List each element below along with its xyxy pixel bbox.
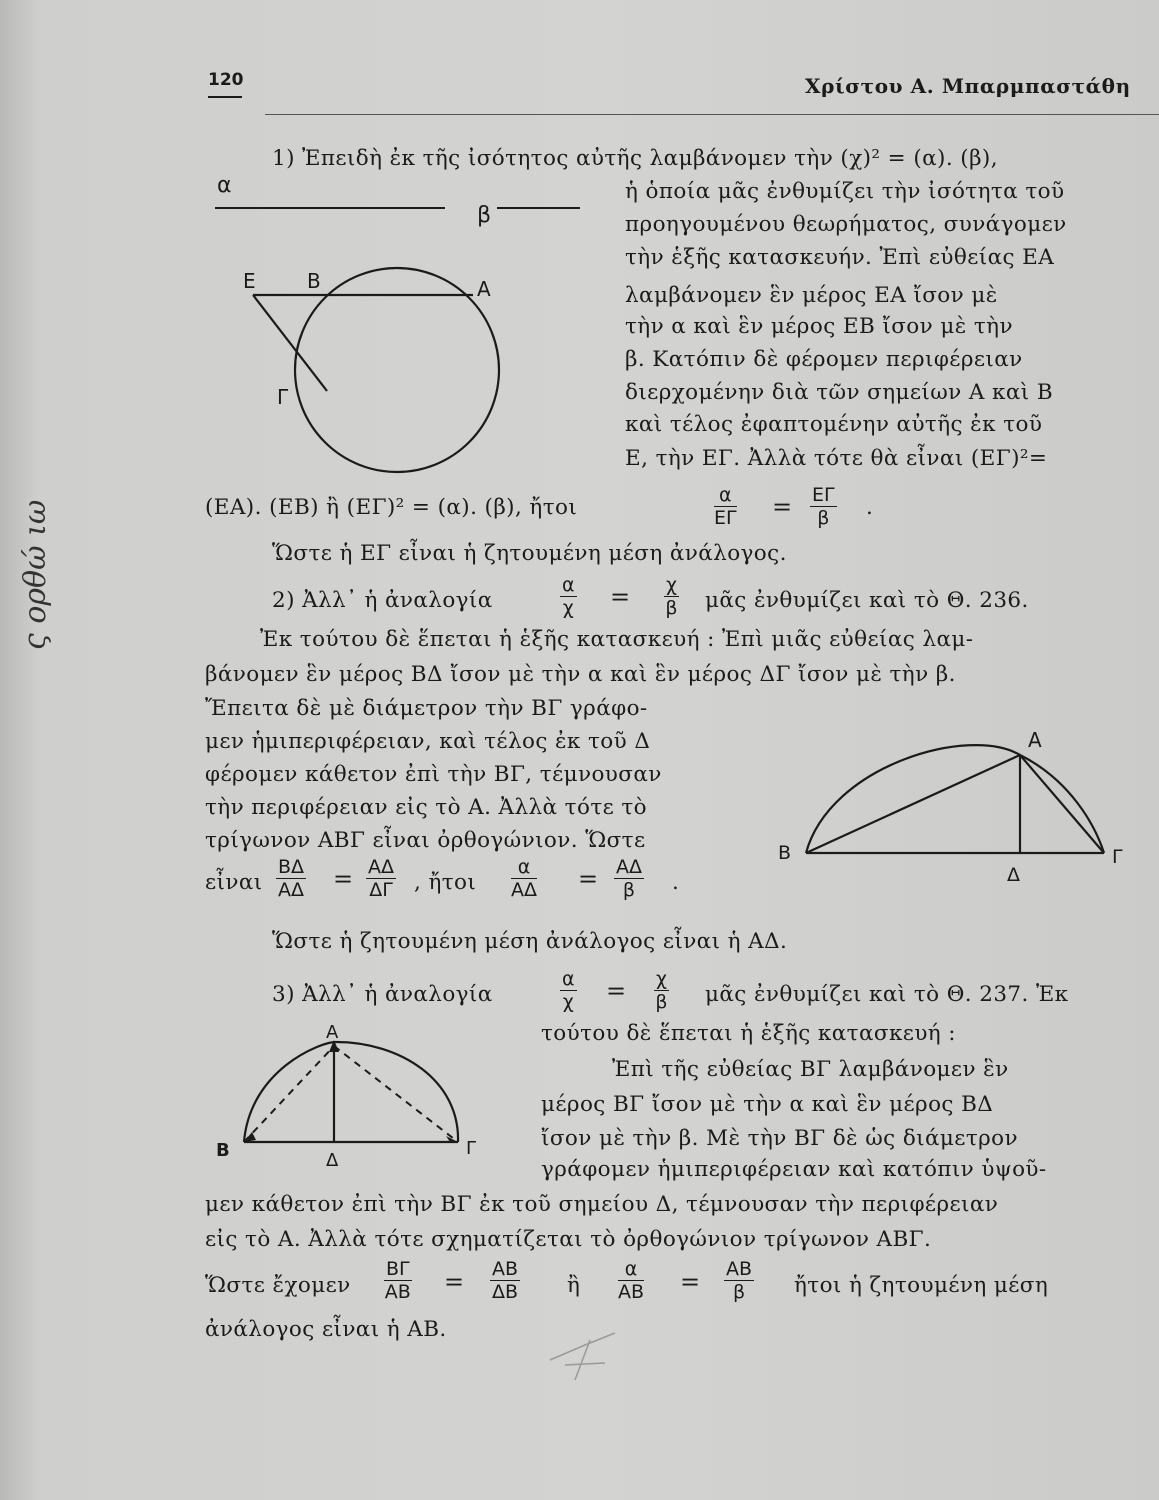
fraction-AB-over-DB: $\frac{AB}{\Delta B}$ — [492, 1258, 519, 1303]
text-line-2: ἡ ὁποία μᾶς ἐνθυμίζει τὴν ἰσότητα τοῦ — [625, 179, 1065, 204]
label-A: Α — [326, 1022, 339, 1043]
text-line-3: προηγουμένου θεωρήματος, συνάγομεν — [625, 212, 1067, 237]
label-B: Β — [778, 842, 792, 864]
text-line-26: μέρος ΒΓ ἴσον μὲ τὴν α καὶ ἓν μέρος ΒΔ — [541, 1092, 994, 1117]
text-line-9: καὶ τέλος ἐφαπτομένην αὐτῆς ἐκ τοῦ — [625, 412, 1043, 437]
text-line-13a: 2) Ἀλλ᾿ ἡ ἀναλογία — [272, 588, 493, 613]
text-line-18: φέρομεν κάθετον ἐπὶ τὴν ΒΓ, τέμνουσαν — [205, 762, 662, 787]
figure-1-circle-tangent — [215, 160, 595, 480]
label-G: Γ — [466, 1138, 477, 1159]
fraction-a-over-x: $\frac{\alpha}{\chi}$ — [562, 574, 575, 619]
equals-sign: = — [606, 977, 627, 1005]
text-line-15: βάνομεν ἓν μέρος ΒΔ ἴσον μὲ τὴν α καὶ ἓν μέρος ΔΓ ἴσον μὲ τὴν β. — [205, 662, 956, 687]
label-E: Ε — [243, 269, 256, 293]
equals-sign: = — [680, 1268, 701, 1296]
period: . — [672, 870, 680, 895]
fraction-BG-over-AB: $\frac{B\Gamma}{AB}$ — [384, 1258, 411, 1303]
label-G: Γ — [1112, 846, 1123, 868]
text-line-25: Ἐπὶ τῆς εὐθείας ΒΓ λαμβάνομεν ἓν — [612, 1057, 1009, 1082]
fraction-a-over-AD: $\frac{\alpha}{A\Delta}$ — [511, 856, 537, 901]
equals-sign: = — [444, 1268, 465, 1296]
period: . — [866, 495, 874, 520]
label-G: Γ — [277, 385, 289, 409]
label-D: Δ — [326, 1150, 339, 1171]
text-line-1: 1) Ἐπειδὴ ἐκ τῆς ἰσότητος αὐτῆς λαμβάνομεν τὴν (χ)² = (α). (β), — [272, 146, 998, 171]
label-A: Α — [477, 277, 491, 301]
text-line-20: τρίγωνον ΑΒΓ εἶναι ὀρθογώνιον. Ὥστε — [205, 828, 646, 853]
text-line-17: μεν ἡμιπεριφέρειαν, καὶ τέλος ἐκ τοῦ Δ — [205, 729, 651, 754]
pencil-mark-icon — [545, 1325, 625, 1385]
figure-2-semicircle-triangle — [770, 725, 1130, 890]
text-line-21a: εἶναι — [205, 870, 263, 895]
text-line-13b: μᾶς ἐνθυμίζει καὶ τὸ Θ. 236. — [705, 588, 1029, 613]
text-line-8: διερχομένην διὰ τῶν σημείων Α καὶ Β — [625, 380, 1054, 405]
text-line-30: εἰς τὸ Α. Ἀλλὰ τότε σχηματίζεται τὸ ὀρθογώνιον τρίγωνον ΑΒΓ. — [205, 1227, 932, 1252]
fraction-AD-over-b: $\frac{A\Delta}{\beta}$ — [616, 856, 642, 901]
label-B: Β — [307, 269, 321, 293]
page-number-underline — [208, 96, 242, 98]
text-line-24: τούτου δὲ ἕπεται ἡ ἑξῆς κατασκευή : — [541, 1021, 956, 1046]
equals-sign: = — [333, 865, 354, 893]
text-line-23a: 3) Ἀλλ᾿ ἡ ἀναλογία — [272, 982, 493, 1007]
fraction-x-over-b-2: $\frac{\chi}{\beta}$ — [655, 968, 668, 1013]
equals-sign: = — [578, 865, 599, 893]
running-header-author: Χρίστου Α. Μπαρμπαστάθη — [805, 74, 1131, 98]
fraction-EG-over-b: $\frac{E\Gamma}{\beta}$ — [812, 484, 835, 529]
text-line-6: τὴν α καὶ ἓν μέρος ΕΒ ἴσον μὲ τὴν — [625, 314, 1013, 339]
text-line-4: τὴν ἑξῆς κατασκευήν. Ἐπὶ εὐθείας ΕΑ — [625, 245, 1055, 270]
text-line-32: ἀνάλογος εἶναι ἡ ΑΒ. — [205, 1317, 447, 1342]
text-line-31a: Ὥστε ἔχομεν — [205, 1273, 351, 1298]
text-line-5: λαμβάνομεν ἓν μέρος ΕΑ ἴσον μὲ — [625, 283, 998, 308]
label-A: Α — [1028, 728, 1042, 752]
label-alpha: α — [217, 173, 232, 198]
fraction-a-over-x-2: $\frac{\alpha}{\chi}$ — [562, 968, 575, 1013]
text-line-29: μεν κάθετον ἐπὶ τὴν ΒΓ ἐκ τοῦ σημείου Δ, τέμνουσαν τὴν περιφέρειαν — [205, 1192, 999, 1217]
text-line-14: Ἐκ τούτου δὲ ἕπεται ἡ ἑξῆς κατασκευή : Ἐπὶ μιᾶς εὐθείας λαμ- — [260, 627, 974, 652]
label-D: Δ — [1007, 864, 1020, 886]
page-number: 120 — [208, 70, 244, 90]
text-line-22: Ὥστε ἡ ζητουμένη μέση ἀνάλογος εἶναι ἡ ΑΔ. — [272, 929, 788, 954]
text-line-16: Ἔπειτα δὲ μὲ διάμετρον τὴν ΒΓ γράφο- — [205, 696, 648, 721]
text-line-28: γράφομεν ἡμιπεριφέρειαν καὶ κατόπιν ὑψοῦ- — [541, 1157, 1047, 1182]
text-line-10: Ε, τὴν ΕΓ. Ἀλλὰ τότε θὰ εἶναι (ΕΓ)²= — [625, 446, 1048, 471]
fraction-a-over-AB: $\frac{\alpha}{AB}$ — [618, 1258, 645, 1303]
text-line-7: β. Κατόπιν δὲ φέρομεν περιφέρειαν — [625, 347, 1023, 372]
label-beta: β — [477, 203, 492, 228]
fraction-AD-over-DG: $\frac{A\Delta}{\Delta\Gamma}$ — [368, 856, 394, 901]
text-line-11: (ΕΑ). (ΕΒ) ἢ (ΕΓ)² = (α). (β), ἤτοι — [205, 495, 578, 520]
header-rule — [265, 114, 1159, 115]
text-line-27: ἴσον μὲ τὴν β. Μὲ τὴν ΒΓ δὲ ὡς διάμετρον — [541, 1126, 1018, 1151]
figure-3-semicircle-dashed-triangle — [210, 1020, 490, 1175]
fraction-a-over-EG: $\frac{\alpha}{E\Gamma}$ — [714, 484, 737, 529]
equals-sign: = — [772, 493, 793, 521]
equals-sign: = — [610, 583, 631, 611]
fraction-BD-over-AD: $\frac{B\Delta}{A\Delta}$ — [278, 856, 305, 901]
text-line-21b: , ἤτοι — [414, 870, 477, 895]
fraction-AB-over-b: $\frac{AB}{\beta}$ — [726, 1258, 753, 1303]
label-B: Β — [216, 1140, 230, 1161]
text-line-12: Ὥστε ἡ ΕΓ εἶναι ἡ ζητουμένη μέση ἀνάλογος. — [272, 541, 787, 566]
text-line-31c: ἤτοι ἡ ζητουμένη μέση — [794, 1273, 1049, 1298]
text-line-19: τὴν περιφέρειαν εἰς τὸ Α. Ἀλλὰ τότε τὸ — [205, 795, 648, 820]
handwritten-margin-note: ς ορθώ ιω — [18, 499, 53, 650]
fraction-x-over-b: $\frac{\chi}{\beta}$ — [665, 574, 678, 619]
text-line-23b: μᾶς ἐνθυμίζει καὶ τὸ Θ. 237. Ἐκ — [705, 982, 1069, 1007]
text-line-31b: ἢ — [567, 1273, 581, 1298]
